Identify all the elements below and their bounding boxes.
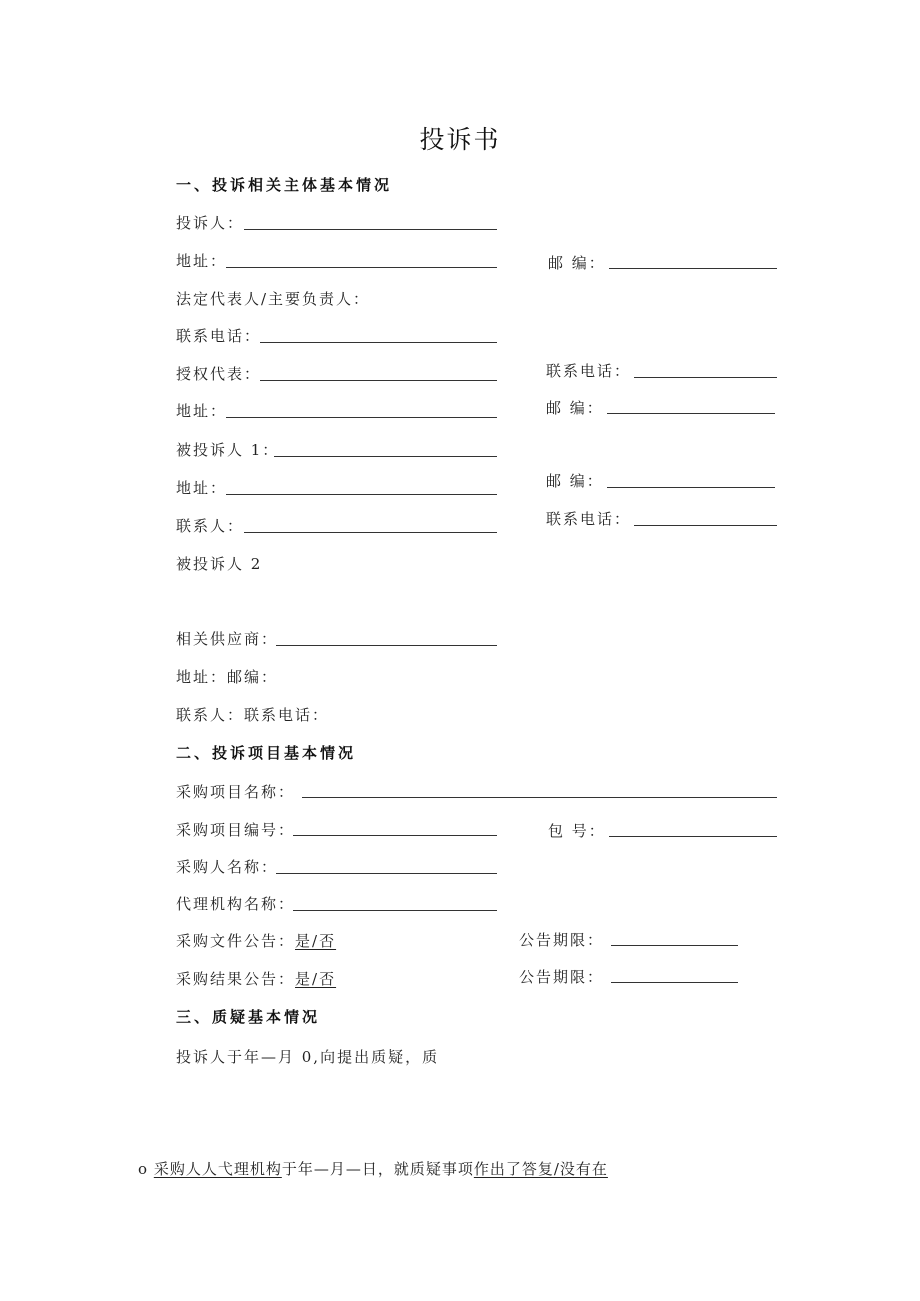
project-name-field[interactable] (302, 797, 777, 798)
section2-heading: 二、投诉项目基本情况 (176, 744, 357, 762)
supplier-address-label: 地址：邮编： (176, 668, 279, 686)
legal-rep-label: 法定代表人/主要负责人： (176, 290, 371, 308)
address-field[interactable] (226, 267, 497, 268)
doc-notice-label: 采购文件公告： (176, 932, 296, 950)
project-no-field[interactable] (293, 835, 497, 836)
result-notice-label: 采购结果公告： (176, 970, 296, 988)
agency-field[interactable] (293, 910, 497, 911)
result-period-label: 公告期限： (519, 968, 605, 986)
response-underline-2: 作出了答复/没有在 (473, 1160, 608, 1178)
result-notice-row (176, 968, 336, 989)
purchaser-label: 采购人名称： (176, 858, 279, 876)
address3-field[interactable] (226, 494, 497, 495)
project-no-label: 采购项目编号： (176, 821, 296, 839)
address2-field[interactable] (226, 417, 497, 418)
complainant-label: 投诉人： (176, 214, 245, 232)
contact-phone-label: 联系电话： (546, 510, 632, 528)
doc-period-field[interactable] (611, 945, 738, 946)
package-field[interactable] (609, 836, 777, 837)
response-underline-1: 采购人人弋理机构 (153, 1160, 282, 1178)
agency-label: 代理机构名称： (176, 895, 296, 913)
contact-phone-field[interactable] (634, 525, 777, 526)
result-period-field[interactable] (611, 982, 738, 983)
postcode3-label: 邮 编： (546, 472, 604, 490)
respondent1-field[interactable] (274, 456, 497, 457)
address-label: 地址： (176, 252, 228, 270)
phone-label: 联系电话： (176, 327, 262, 345)
postcode-label: 邮 编： (548, 254, 606, 272)
auth-phone-field[interactable] (634, 377, 777, 378)
page-title: 投诉书 (419, 125, 501, 154)
supplier-field[interactable] (276, 645, 497, 646)
package-label: 包 号： (548, 822, 606, 840)
postcode-field[interactable] (609, 268, 777, 269)
auth-phone-label: 联系电话： (546, 362, 632, 380)
response-text (138, 1158, 608, 1179)
project-name-label: 采购项目名称： (176, 783, 296, 801)
section3-heading: 三、质疑基本情况 (176, 1008, 321, 1026)
response-middle: 于年—月—日，就质疑事项 (281, 1160, 474, 1178)
doc-period-label: 公告期限： (519, 931, 605, 949)
objection-text: 投诉人于年—月 0,向提出质疑，质 (176, 1048, 440, 1066)
postcode2-field[interactable] (607, 413, 775, 414)
address3-label: 地址： (176, 479, 228, 497)
result-notice-value[interactable]: 是/否 (295, 970, 337, 988)
purchaser-field[interactable] (276, 873, 497, 874)
response-prefix: o (138, 1160, 154, 1178)
auth-rep-label: 授权代表： (176, 365, 262, 383)
supplier-label: 相关供应商： (176, 630, 279, 648)
supplier-contact-label: 联系人：联系电话： (176, 706, 330, 724)
phone-field[interactable] (260, 342, 497, 343)
postcode3-field[interactable] (607, 487, 775, 488)
address2-label: 地址： (176, 402, 228, 420)
doc-notice-row (176, 930, 336, 951)
complainant-field[interactable] (244, 229, 497, 230)
postcode2-label: 邮 编： (546, 399, 604, 417)
respondent2-label: 被投诉人 2 (176, 555, 263, 573)
doc-notice-value[interactable]: 是/否 (295, 932, 337, 950)
respondent1-label: 被投诉人 1： (176, 441, 280, 459)
contact-field[interactable] (244, 532, 497, 533)
contact-label: 联系人： (176, 517, 245, 535)
auth-rep-field[interactable] (260, 380, 497, 381)
section1-heading: 一、投诉相关主体基本情况 (176, 176, 393, 194)
